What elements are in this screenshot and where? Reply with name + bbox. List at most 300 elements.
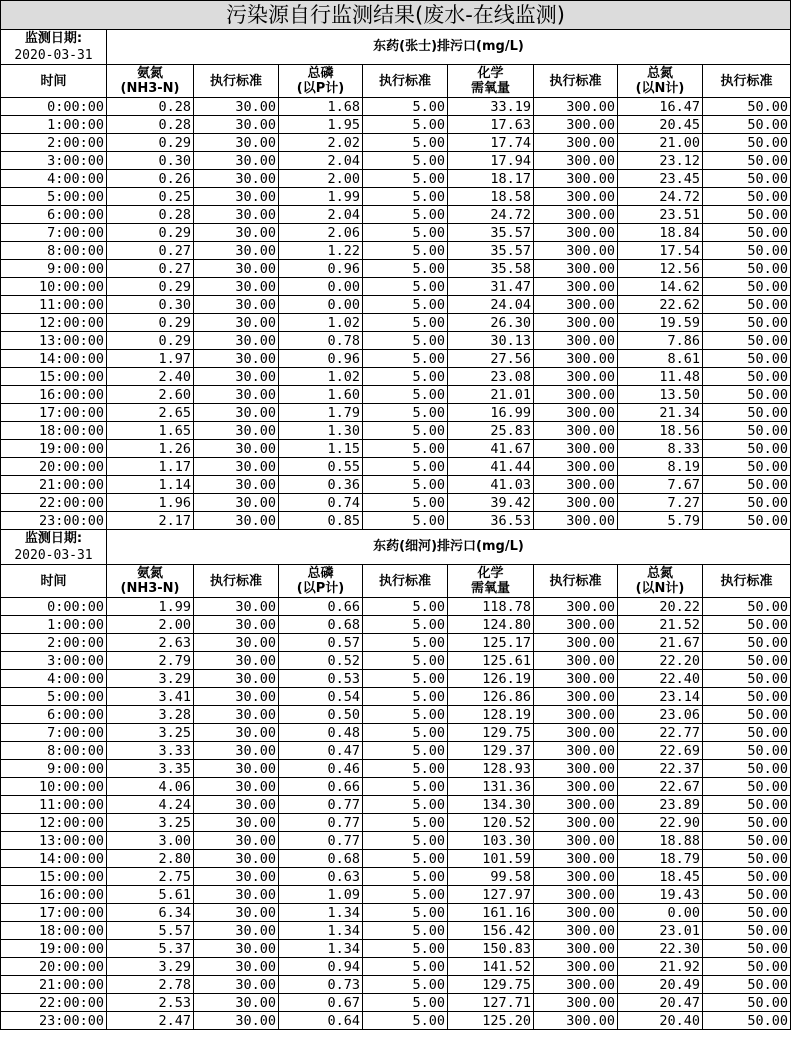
value-cell: 33.19	[448, 98, 534, 116]
time-cell: 18:00:00	[1, 922, 107, 940]
value-cell: 0.96	[279, 350, 363, 368]
value-cell: 2.60	[107, 386, 194, 404]
value-cell: 30.00	[194, 188, 279, 206]
value-cell: 30.00	[194, 368, 279, 386]
value-cell: 129.37	[448, 742, 534, 760]
value-cell: 41.03	[448, 476, 534, 494]
value-cell: 5.00	[363, 1012, 448, 1030]
value-cell: 24.72	[618, 188, 703, 206]
value-cell: 5.00	[363, 724, 448, 742]
value-cell: 2.65	[107, 404, 194, 422]
column-header	[363, 65, 448, 98]
value-cell: 2.04	[279, 152, 363, 170]
value-cell: 1.09	[279, 886, 363, 904]
column-header-line2: 需氧量	[470, 81, 510, 96]
time-cell: 3:00:00	[1, 152, 107, 170]
time-cell: 4:00:00	[1, 170, 107, 188]
value-cell: 26.30	[448, 314, 534, 332]
value-cell: 8.19	[618, 458, 703, 476]
value-cell: 19.43	[618, 886, 703, 904]
value-cell: 124.80	[448, 616, 534, 634]
table-row	[1, 260, 791, 278]
section-header-row	[1, 30, 791, 65]
column-header-line1: 总氮	[646, 566, 673, 581]
value-cell: 50.00	[703, 904, 791, 922]
value-cell: 0.66	[279, 778, 363, 796]
value-cell: 300.00	[534, 994, 618, 1012]
value-cell: 0.68	[279, 616, 363, 634]
value-cell: 5.00	[363, 296, 448, 314]
value-cell: 30.00	[194, 494, 279, 512]
value-cell: 300.00	[534, 404, 618, 422]
value-cell: 30.00	[194, 886, 279, 904]
column-header-line1: 执行标准	[378, 573, 431, 589]
column-header	[107, 65, 194, 98]
value-cell: 30.00	[194, 314, 279, 332]
time-cell: 17:00:00	[1, 404, 107, 422]
column-header-line2: (以P计)	[296, 581, 345, 596]
column-header-line1: 执行标准	[720, 73, 773, 89]
value-cell: 5.00	[363, 670, 448, 688]
table-row	[1, 724, 791, 742]
value-cell: 300.00	[534, 278, 618, 296]
value-cell: 0.29	[107, 278, 194, 296]
table-row	[1, 868, 791, 886]
value-cell: 30.00	[194, 922, 279, 940]
column-header	[363, 565, 448, 598]
value-cell: 5.00	[363, 688, 448, 706]
value-cell: 23.06	[618, 706, 703, 724]
value-cell: 23.01	[618, 922, 703, 940]
table-row	[1, 886, 791, 904]
value-cell: 30.00	[194, 332, 279, 350]
table-row	[1, 170, 791, 188]
value-cell: 0.30	[107, 296, 194, 314]
value-cell: 50.00	[703, 458, 791, 476]
column-header	[448, 65, 534, 98]
table-row	[1, 332, 791, 350]
value-cell: 0.64	[279, 1012, 363, 1030]
value-cell: 5.00	[363, 976, 448, 994]
value-cell: 0.66	[279, 598, 363, 616]
value-cell: 1.95	[279, 116, 363, 134]
value-cell: 0.63	[279, 868, 363, 886]
value-cell: 129.75	[448, 724, 534, 742]
value-cell: 128.93	[448, 760, 534, 778]
value-cell: 50.00	[703, 616, 791, 634]
value-cell: 5.00	[363, 706, 448, 724]
value-cell: 300.00	[534, 152, 618, 170]
time-cell: 17:00:00	[1, 904, 107, 922]
value-cell: 2.75	[107, 868, 194, 886]
value-cell: 31.47	[448, 278, 534, 296]
value-cell: 126.86	[448, 688, 534, 706]
table-row	[1, 404, 791, 422]
value-cell: 20.40	[618, 1012, 703, 1030]
value-cell: 50.00	[703, 976, 791, 994]
value-cell: 50.00	[703, 922, 791, 940]
value-cell: 0.77	[279, 832, 363, 850]
value-cell: 5.61	[107, 886, 194, 904]
value-cell: 0.00	[279, 278, 363, 296]
value-cell: 300.00	[534, 458, 618, 476]
value-cell: 0.77	[279, 796, 363, 814]
value-cell: 1.17	[107, 458, 194, 476]
value-cell: 50.00	[703, 512, 791, 530]
time-cell: 1:00:00	[1, 116, 107, 134]
value-cell: 3.33	[107, 742, 194, 760]
value-cell: 3.28	[107, 706, 194, 724]
value-cell: 2.00	[107, 616, 194, 634]
value-cell: 22.69	[618, 742, 703, 760]
table-row	[1, 634, 791, 652]
value-cell: 118.78	[448, 598, 534, 616]
value-cell: 23.12	[618, 152, 703, 170]
value-cell: 30.00	[194, 386, 279, 404]
column-header	[107, 565, 194, 598]
value-cell: 30.00	[194, 760, 279, 778]
value-cell: 5.00	[363, 134, 448, 152]
value-cell: 30.00	[194, 706, 279, 724]
table-row	[1, 242, 791, 260]
value-cell: 23.45	[618, 170, 703, 188]
value-cell: 1.99	[107, 598, 194, 616]
value-cell: 125.20	[448, 1012, 534, 1030]
value-cell: 23.89	[618, 796, 703, 814]
value-cell: 50.00	[703, 670, 791, 688]
time-cell: 8:00:00	[1, 242, 107, 260]
table-row	[1, 814, 791, 832]
time-cell: 11:00:00	[1, 796, 107, 814]
value-cell: 5.00	[363, 634, 448, 652]
value-cell: 50.00	[703, 296, 791, 314]
value-cell: 17.74	[448, 134, 534, 152]
value-cell: 5.00	[363, 332, 448, 350]
value-cell: 50.00	[703, 278, 791, 296]
value-cell: 0.55	[279, 458, 363, 476]
value-cell: 50.00	[703, 386, 791, 404]
table-row	[1, 850, 791, 868]
table-row	[1, 224, 791, 242]
value-cell: 5.00	[363, 314, 448, 332]
value-cell: 125.61	[448, 652, 534, 670]
value-cell: 300.00	[534, 904, 618, 922]
time-cell: 8:00:00	[1, 742, 107, 760]
value-cell: 30.00	[194, 440, 279, 458]
value-cell: 8.33	[618, 440, 703, 458]
value-cell: 300.00	[534, 206, 618, 224]
value-cell: 24.72	[448, 206, 534, 224]
time-cell: 22:00:00	[1, 494, 107, 512]
value-cell: 0.78	[279, 332, 363, 350]
value-cell: 300.00	[534, 386, 618, 404]
value-cell: 0.85	[279, 512, 363, 530]
value-cell: 50.00	[703, 652, 791, 670]
value-cell: 18.88	[618, 832, 703, 850]
value-cell: 2.80	[107, 850, 194, 868]
value-cell: 41.44	[448, 458, 534, 476]
value-cell: 5.00	[363, 778, 448, 796]
value-cell: 1.34	[279, 940, 363, 958]
value-cell: 13.50	[618, 386, 703, 404]
value-cell: 5.00	[363, 958, 448, 976]
value-cell: 300.00	[534, 422, 618, 440]
value-cell: 18.84	[618, 224, 703, 242]
table-row	[1, 494, 791, 512]
value-cell: 103.30	[448, 832, 534, 850]
table-row	[1, 994, 791, 1012]
value-cell: 2.53	[107, 994, 194, 1012]
value-cell: 99.58	[448, 868, 534, 886]
value-cell: 0.57	[279, 634, 363, 652]
value-cell: 300.00	[534, 368, 618, 386]
value-cell: 3.29	[107, 958, 194, 976]
value-cell: 2.04	[279, 206, 363, 224]
value-cell: 30.00	[194, 634, 279, 652]
value-cell: 125.17	[448, 634, 534, 652]
value-cell: 30.00	[194, 850, 279, 868]
value-cell: 300.00	[534, 332, 618, 350]
value-cell: 300.00	[534, 440, 618, 458]
column-header-line1: 执行标准	[209, 73, 262, 89]
time-cell: 15:00:00	[1, 868, 107, 886]
monitoring-date-value: 2020-03-31	[14, 548, 93, 563]
time-cell: 7:00:00	[1, 724, 107, 742]
value-cell: 150.83	[448, 940, 534, 958]
value-cell: 4.06	[107, 778, 194, 796]
column-header-line2: (NH3-N)	[120, 581, 180, 596]
value-cell: 18.45	[618, 868, 703, 886]
monitoring-date-value: 2020-03-31	[14, 48, 93, 63]
value-cell: 300.00	[534, 134, 618, 152]
table-row	[1, 958, 791, 976]
value-cell: 300.00	[534, 832, 618, 850]
value-cell: 300.00	[534, 976, 618, 994]
column-header	[279, 65, 363, 98]
time-cell: 14:00:00	[1, 350, 107, 368]
column-header	[703, 65, 791, 98]
table-row	[1, 706, 791, 724]
column-header	[703, 565, 791, 598]
value-cell: 127.71	[448, 994, 534, 1012]
value-cell: 5.00	[363, 206, 448, 224]
value-cell: 2.79	[107, 652, 194, 670]
value-cell: 50.00	[703, 958, 791, 976]
time-cell: 23:00:00	[1, 512, 107, 530]
value-cell: 300.00	[534, 760, 618, 778]
monitoring-date-label: 监测日期:	[24, 531, 83, 546]
value-cell: 30.00	[194, 868, 279, 886]
time-cell: 21:00:00	[1, 476, 107, 494]
time-cell: 19:00:00	[1, 440, 107, 458]
column-header	[1, 65, 107, 98]
value-cell: 0.29	[107, 314, 194, 332]
value-cell: 300.00	[534, 170, 618, 188]
time-cell: 0:00:00	[1, 598, 107, 616]
time-cell: 6:00:00	[1, 706, 107, 724]
title-row	[1, 1, 791, 30]
value-cell: 5.00	[363, 278, 448, 296]
value-cell: 0.25	[107, 188, 194, 206]
value-cell: 30.00	[194, 116, 279, 134]
value-cell: 5.00	[363, 922, 448, 940]
value-cell: 1.30	[279, 422, 363, 440]
value-cell: 50.00	[703, 440, 791, 458]
value-cell: 50.00	[703, 476, 791, 494]
value-cell: 0.47	[279, 742, 363, 760]
value-cell: 1.65	[107, 422, 194, 440]
column-header	[534, 65, 618, 98]
value-cell: 300.00	[534, 886, 618, 904]
value-cell: 1.97	[107, 350, 194, 368]
value-cell: 0.00	[618, 904, 703, 922]
value-cell: 300.00	[534, 116, 618, 134]
time-cell: 16:00:00	[1, 386, 107, 404]
value-cell: 5.00	[363, 598, 448, 616]
time-cell: 9:00:00	[1, 260, 107, 278]
value-cell: 30.00	[194, 616, 279, 634]
value-cell: 30.00	[194, 458, 279, 476]
value-cell: 0.94	[279, 958, 363, 976]
value-cell: 5.37	[107, 940, 194, 958]
column-header-line2: (以N计)	[635, 581, 685, 596]
value-cell: 25.83	[448, 422, 534, 440]
value-cell: 21.00	[618, 134, 703, 152]
value-cell: 5.00	[363, 904, 448, 922]
value-cell: 0.68	[279, 850, 363, 868]
value-cell: 5.00	[363, 152, 448, 170]
table-row	[1, 134, 791, 152]
value-cell: 50.00	[703, 332, 791, 350]
column-header	[534, 565, 618, 598]
value-cell: 5.00	[363, 350, 448, 368]
time-cell: 16:00:00	[1, 886, 107, 904]
value-cell: 30.00	[194, 170, 279, 188]
value-cell: 30.00	[194, 98, 279, 116]
table-row	[1, 476, 791, 494]
value-cell: 5.00	[363, 188, 448, 206]
value-cell: 5.00	[363, 260, 448, 278]
value-cell: 30.00	[194, 350, 279, 368]
column-header-line1: 总磷	[307, 66, 334, 81]
value-cell: 5.00	[363, 116, 448, 134]
value-cell: 5.00	[363, 616, 448, 634]
value-cell: 30.00	[194, 742, 279, 760]
column-header-row	[1, 565, 791, 598]
column-header-line2: (NH3-N)	[120, 81, 180, 96]
table-row	[1, 832, 791, 850]
monitoring-date-cell	[1, 30, 107, 65]
value-cell: 5.57	[107, 922, 194, 940]
value-cell: 0.48	[279, 724, 363, 742]
value-cell: 5.00	[363, 652, 448, 670]
value-cell: 35.58	[448, 260, 534, 278]
value-cell: 22.67	[618, 778, 703, 796]
value-cell: 5.00	[363, 940, 448, 958]
value-cell: 12.56	[618, 260, 703, 278]
table-row	[1, 922, 791, 940]
value-cell: 18.56	[618, 422, 703, 440]
column-header	[1, 565, 107, 598]
value-cell: 5.00	[363, 458, 448, 476]
value-cell: 20.49	[618, 976, 703, 994]
table-row	[1, 760, 791, 778]
value-cell: 0.28	[107, 98, 194, 116]
value-cell: 50.00	[703, 850, 791, 868]
table-row	[1, 598, 791, 616]
column-header-line1: 执行标准	[209, 573, 262, 589]
value-cell: 17.63	[448, 116, 534, 134]
value-cell: 300.00	[534, 224, 618, 242]
value-cell: 23.14	[618, 688, 703, 706]
value-cell: 5.00	[363, 170, 448, 188]
value-cell: 300.00	[534, 796, 618, 814]
table-row	[1, 458, 791, 476]
value-cell: 1.96	[107, 494, 194, 512]
value-cell: 1.60	[279, 386, 363, 404]
value-cell: 300.00	[534, 814, 618, 832]
value-cell: 300.00	[534, 922, 618, 940]
value-cell: 30.00	[194, 778, 279, 796]
value-cell: 1.68	[279, 98, 363, 116]
value-cell: 1.02	[279, 368, 363, 386]
value-cell: 3.25	[107, 814, 194, 832]
value-cell: 300.00	[534, 260, 618, 278]
value-cell: 22.77	[618, 724, 703, 742]
value-cell: 50.00	[703, 796, 791, 814]
monitoring-date-cell	[1, 530, 107, 565]
value-cell: 300.00	[534, 188, 618, 206]
column-header	[279, 565, 363, 598]
value-cell: 50.00	[703, 886, 791, 904]
value-cell: 3.41	[107, 688, 194, 706]
value-cell: 18.58	[448, 188, 534, 206]
table-row	[1, 152, 791, 170]
time-cell: 23:00:00	[1, 1012, 107, 1030]
value-cell: 50.00	[703, 814, 791, 832]
value-cell: 0.67	[279, 994, 363, 1012]
time-cell: 14:00:00	[1, 850, 107, 868]
value-cell: 5.00	[363, 868, 448, 886]
value-cell: 300.00	[534, 706, 618, 724]
value-cell: 300.00	[534, 512, 618, 530]
column-header-line1: 总磷	[307, 566, 334, 581]
table-row	[1, 314, 791, 332]
column-header	[448, 565, 534, 598]
value-cell: 3.35	[107, 760, 194, 778]
value-cell: 161.16	[448, 904, 534, 922]
column-header-line1: 总氮	[646, 66, 673, 81]
time-cell: 6:00:00	[1, 206, 107, 224]
value-cell: 20.45	[618, 116, 703, 134]
monitoring-date-label: 监测日期:	[24, 31, 83, 46]
column-header-line1: 氨氮	[136, 66, 163, 81]
time-cell: 18:00:00	[1, 422, 107, 440]
value-cell: 2.47	[107, 1012, 194, 1030]
value-cell: 50.00	[703, 598, 791, 616]
value-cell: 131.36	[448, 778, 534, 796]
value-cell: 39.42	[448, 494, 534, 512]
value-cell: 0.29	[107, 332, 194, 350]
value-cell: 5.00	[363, 832, 448, 850]
value-cell: 128.19	[448, 706, 534, 724]
report-title: 污染源自行监测结果(废水-在线监测)	[1, 1, 791, 30]
column-header	[618, 65, 703, 98]
value-cell: 300.00	[534, 868, 618, 886]
value-cell: 30.00	[194, 1012, 279, 1030]
value-cell: 141.52	[448, 958, 534, 976]
column-header-line1: 执行标准	[549, 73, 602, 89]
